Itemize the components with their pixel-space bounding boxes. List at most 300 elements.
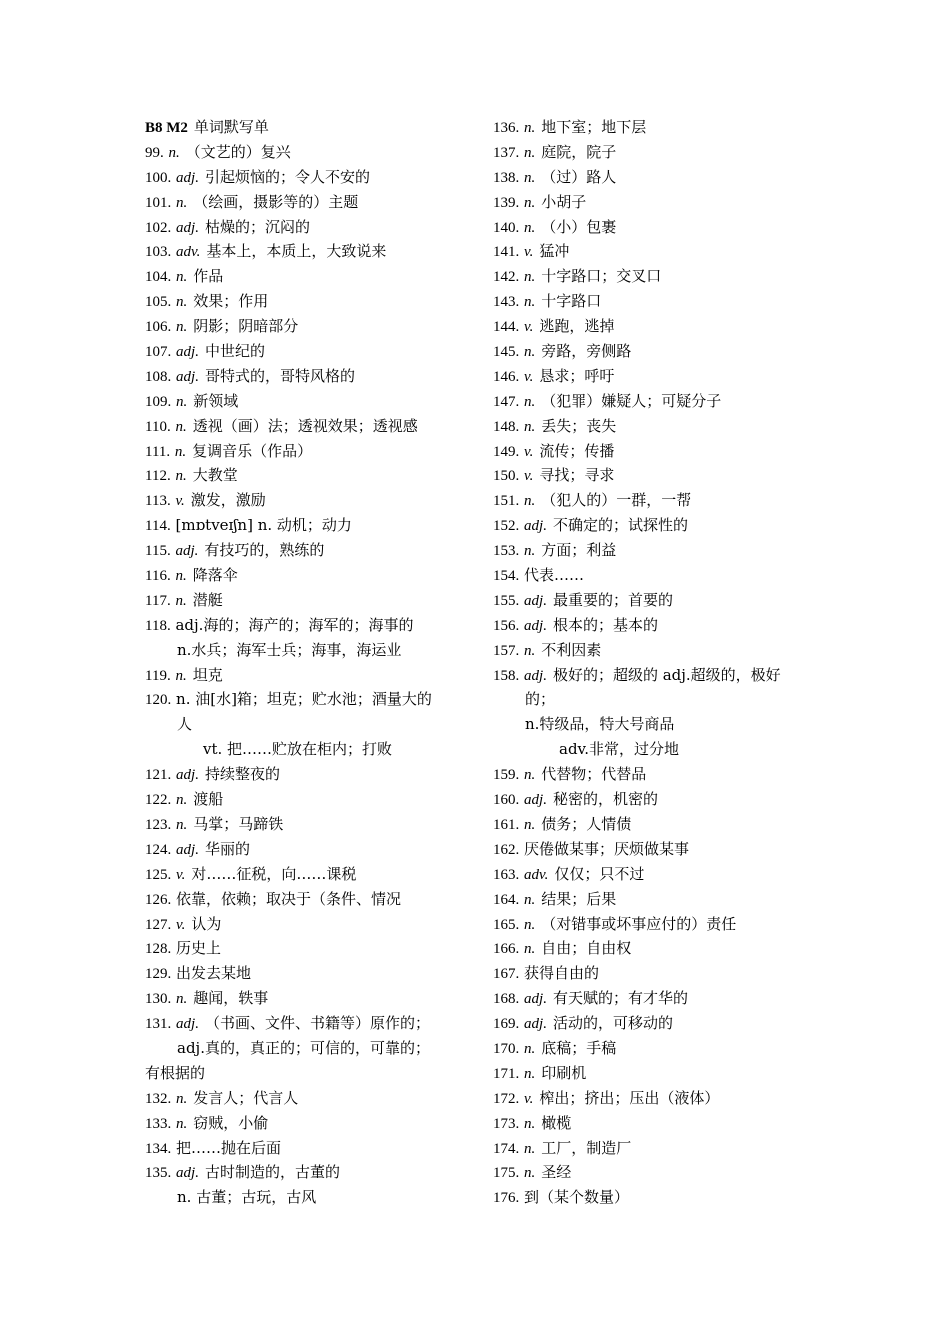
vocab-entry: [493, 936, 813, 961]
entry-number: 124.: [145, 841, 172, 858]
entry-meaning: 透视（画）法；透视效果；透视感: [192, 416, 418, 435]
entry-number: 138.: [493, 169, 520, 186]
entry-number: 133.: [145, 1115, 172, 1132]
vocab-entry: [145, 787, 475, 812]
vocab-entry: [493, 264, 813, 289]
vocab-entry: [493, 1160, 813, 1185]
vocab-entry: [493, 165, 813, 190]
part-of-speech: adj.: [524, 518, 547, 535]
vocab-entry: [493, 588, 813, 613]
vocab-entry: [145, 165, 475, 190]
entry-meaning: 仅仅；只不过: [554, 864, 645, 883]
entry-number: 162.: [493, 841, 520, 858]
part-of-speech: v.: [524, 319, 534, 336]
vocab-entry: [493, 1061, 813, 1086]
entry-number: 119.: [145, 667, 171, 684]
vocab-entry: [493, 239, 813, 264]
entry-meaning: （犯人的）一群，一帮: [541, 491, 692, 510]
entry-number: 121.: [145, 767, 172, 784]
vocab-entry: [145, 339, 475, 364]
entry-meaning: 活动的，可移动的: [552, 1014, 673, 1033]
entry-meaning: 自由；自由权: [541, 939, 632, 958]
vocab-entry: [145, 190, 475, 215]
entry-meaning: 根本的；基本的: [552, 615, 658, 634]
entry-number: 99.: [145, 144, 164, 161]
vocab-entry: [145, 239, 475, 264]
entry-meaning: 旁路，旁侧路: [541, 342, 632, 361]
entry-number: 173.: [493, 1115, 520, 1132]
part-of-speech: v.: [176, 916, 186, 933]
entry-number: 149.: [493, 443, 520, 460]
part-of-speech: adj.: [176, 344, 199, 361]
vocab-entry: [145, 663, 475, 688]
vocab-entry-continuation: [493, 737, 813, 762]
entry-number: 108.: [145, 368, 172, 385]
part-of-speech: n.: [524, 891, 536, 908]
entry-meaning: （犯罪）嫌疑人；可疑分子: [541, 391, 722, 410]
vocab-entry: [493, 1036, 813, 1061]
part-of-speech: n.: [176, 991, 188, 1008]
entry-meaning: adj.海的；海产的；海军的；海事的: [175, 615, 414, 634]
part-of-speech: n.: [524, 344, 536, 361]
vocab-entry: [145, 1136, 475, 1161]
vocab-entry: [145, 986, 475, 1011]
vocab-entry: [493, 513, 813, 538]
entry-meaning: 逃跑，逃掉: [539, 317, 615, 336]
vocab-entry: [145, 1011, 475, 1036]
entry-number: 150.: [493, 468, 520, 485]
part-of-speech: n.: [524, 1040, 536, 1057]
entry-meaning: 华丽的: [204, 839, 250, 858]
entry-number: 130.: [145, 991, 172, 1008]
entry-meaning: 印刷机: [541, 1063, 587, 1082]
part-of-speech: v.: [524, 443, 534, 460]
entry-meaning: 复调音乐（作品）: [192, 441, 313, 460]
entry-meaning: （绘画，摄影等的）主题: [193, 192, 359, 211]
vocab-entry: [493, 862, 813, 887]
entry-meaning: （小）包裹: [541, 217, 617, 236]
vocab-entry: [493, 1136, 813, 1161]
entry-meaning: （对错事或坏事应付的）责任: [541, 914, 737, 933]
entry-meaning: 枯燥的；沉闷的: [204, 217, 310, 236]
vocab-entry-continuation: [145, 1036, 475, 1061]
entry-number: 172.: [493, 1090, 520, 1107]
vocab-entry: [145, 364, 475, 389]
entry-number: 104.: [145, 269, 172, 286]
entry-meaning: 有根据的: [145, 1063, 206, 1082]
vocab-entry: [145, 289, 475, 314]
part-of-speech: n.: [524, 294, 536, 311]
entry-number: 164.: [493, 891, 520, 908]
entry-meaning: 秘密的，机密的: [552, 790, 658, 809]
part-of-speech: n.: [176, 294, 188, 311]
entry-number: 161.: [493, 816, 520, 833]
entry-number: 167.: [493, 966, 520, 983]
part-of-speech: n.: [524, 393, 536, 410]
entry-number: 116.: [145, 568, 171, 585]
entry-number: 156.: [493, 617, 520, 634]
part-of-speech: v.: [524, 368, 534, 385]
entry-meaning: 猛冲: [539, 242, 570, 261]
vocab-entry: [145, 912, 475, 937]
part-of-speech: adj.: [176, 1016, 199, 1033]
entry-meaning: 最重要的；首要的: [552, 590, 673, 609]
entry-number: 139.: [493, 194, 520, 211]
entry-meaning: 坦克: [192, 665, 223, 684]
entry-meaning: 庭院，院子: [541, 142, 617, 161]
part-of-speech: n.: [175, 568, 187, 585]
vocab-entry: [493, 986, 813, 1011]
entry-number: 120.: [145, 692, 172, 709]
vocab-entry: [145, 1086, 475, 1111]
vocab-entry: [493, 389, 813, 414]
entry-number: 142.: [493, 269, 520, 286]
vocab-entry: [493, 1185, 813, 1210]
entry-number: 159.: [493, 767, 520, 784]
entry-number: 122.: [145, 792, 172, 809]
entry-meaning: 到（某个数量）: [524, 1188, 630, 1207]
entry-number: 145.: [493, 344, 520, 361]
part-of-speech: n.: [175, 468, 187, 485]
entry-number: 160.: [493, 792, 520, 809]
entry-meaning: 阴影；阴暗部分: [193, 317, 299, 336]
vocab-entry-continuation: [145, 1061, 475, 1086]
part-of-speech: n.: [524, 194, 536, 211]
entry-number: 100.: [145, 169, 172, 186]
part-of-speech: adj.: [176, 841, 199, 858]
vocab-entry: [493, 488, 813, 513]
part-of-speech: n.: [524, 941, 536, 958]
vocab-entry: [493, 663, 813, 688]
vocab-entry: [145, 887, 475, 912]
entry-number: 127.: [145, 916, 172, 933]
part-of-speech: n.: [176, 792, 188, 809]
vocab-entry: [493, 140, 813, 165]
vocab-entry-continuation: [493, 712, 813, 737]
part-of-speech: adj.: [524, 617, 547, 634]
entry-meaning: 中世纪的: [204, 342, 265, 361]
vocab-entry: [493, 439, 813, 464]
entry-meaning: n.水兵；海军士兵；海事，海运业: [177, 640, 402, 659]
entry-meaning: 厌倦做某事；厌烦做某事: [524, 839, 690, 858]
part-of-speech: v.: [524, 1090, 534, 1107]
entry-number: 144.: [493, 319, 520, 336]
part-of-speech: n.: [524, 816, 536, 833]
entry-number: 126.: [145, 891, 172, 908]
part-of-speech: n.: [176, 194, 188, 211]
entry-meaning: 丢失；丧失: [541, 416, 617, 435]
vocab-entry: [145, 936, 475, 961]
vocab-entry: [493, 961, 813, 986]
vocab-entry: [493, 289, 813, 314]
entry-meaning: 把……抛在后面: [176, 1138, 282, 1157]
part-of-speech: n.: [176, 1115, 188, 1132]
entry-meaning: 恳求；呼吁: [539, 366, 615, 385]
part-of-speech: adj.: [524, 592, 547, 609]
entry-number: 123.: [145, 816, 172, 833]
part-of-speech: n.: [524, 219, 536, 236]
entry-meaning: （过）路人: [541, 167, 617, 186]
entry-meaning: 历史上: [176, 939, 222, 958]
entry-meaning: [mɒtveɪʃn] n. 动机；动力: [175, 516, 352, 535]
entry-number: 128.: [145, 941, 172, 958]
vocab-entry: [145, 862, 475, 887]
entry-number: 143.: [493, 294, 520, 311]
entry-meaning: 依靠，依赖；取决于（条件、情况: [176, 889, 402, 908]
entry-meaning: 激发，激励: [190, 491, 266, 510]
entry-meaning: 降落伞: [192, 566, 238, 585]
vocab-entry: [145, 1160, 475, 1185]
entry-number: 135.: [145, 1165, 172, 1182]
entry-meaning: 人: [177, 715, 193, 734]
entry-meaning: 大教堂: [192, 466, 238, 485]
entry-number: 147.: [493, 393, 520, 410]
part-of-speech: adj.: [524, 792, 547, 809]
entry-number: 112.: [145, 468, 171, 485]
part-of-speech: n.: [176, 393, 188, 410]
vocab-entry: [493, 613, 813, 638]
vocab-entry: [493, 912, 813, 937]
entry-meaning: 持续整夜的: [204, 765, 280, 784]
vocab-entry: [145, 762, 475, 787]
vocab-entry: [493, 787, 813, 812]
entry-meaning: 榨出；挤出；压出（液体）: [539, 1088, 720, 1107]
vocab-entry: [145, 140, 475, 165]
vocab-entry: [145, 314, 475, 339]
vocab-entry: [493, 1111, 813, 1136]
vocab-entry: [145, 389, 475, 414]
vocab-entry: [493, 887, 813, 912]
entry-meaning: 作品: [193, 267, 224, 286]
part-of-speech: n.: [176, 269, 188, 286]
vocab-entry: [145, 463, 475, 488]
entry-number: 129.: [145, 966, 172, 983]
part-of-speech: adv.: [524, 866, 549, 883]
vocab-entry: [145, 588, 475, 613]
entry-meaning: （书画、文件、书籍等）原作的；: [204, 1014, 430, 1033]
entry-meaning: 橄榄: [541, 1113, 572, 1132]
vocab-entry: [145, 961, 475, 986]
entry-number: 176.: [493, 1190, 520, 1207]
entry-number: 153.: [493, 543, 520, 560]
entry-number: 134.: [145, 1140, 172, 1157]
entry-number: 118.: [145, 617, 171, 634]
entry-meaning: 哥特式的，哥特风格的: [204, 366, 355, 385]
entry-number: 155.: [493, 592, 520, 609]
part-of-speech: n.: [524, 642, 536, 659]
page-title: [145, 115, 475, 140]
entry-meaning: 不利因素: [541, 640, 602, 659]
entry-number: 171.: [493, 1065, 520, 1082]
vocab-entry: [145, 439, 475, 464]
right-column: [493, 115, 813, 1210]
part-of-speech: n.: [524, 269, 536, 286]
entry-meaning: 结果；后果: [541, 889, 617, 908]
entry-meaning: 小胡子: [541, 192, 587, 211]
entry-meaning: vt. 把……贮放在柜内；打败: [203, 740, 393, 759]
entry-meaning: 流传；传播: [539, 441, 615, 460]
entry-number: 151.: [493, 493, 520, 510]
entry-number: 115.: [145, 543, 171, 560]
entry-number: 163.: [493, 866, 520, 883]
entry-number: 166.: [493, 941, 520, 958]
part-of-speech: adv.: [176, 244, 201, 261]
entry-meaning: 古时制造的，古董的: [204, 1163, 340, 1182]
part-of-speech: adj.: [524, 1016, 547, 1033]
vocab-entry: [493, 563, 813, 588]
entry-number: 175.: [493, 1165, 520, 1182]
entry-meaning: 引起烦恼的；令人不安的: [204, 167, 370, 186]
vocab-entry: [145, 1111, 475, 1136]
vocab-entry: [145, 563, 475, 588]
part-of-speech: n.: [174, 443, 187, 460]
part-of-speech: n.: [524, 418, 536, 435]
vocab-entry: [145, 215, 475, 240]
entry-meaning: 趣闻，轶事: [193, 989, 269, 1008]
vocab-entry-continuation: [145, 737, 475, 762]
vocab-entry: [493, 538, 813, 563]
entry-number: 102.: [145, 219, 172, 236]
entry-meaning: 不确定的；试探性的: [552, 516, 688, 535]
part-of-speech: n.: [524, 144, 536, 161]
entry-number: 174.: [493, 1140, 520, 1157]
part-of-speech: v.: [175, 493, 185, 510]
entry-meaning: 圣经: [541, 1163, 572, 1182]
part-of-speech: n.: [524, 767, 536, 784]
entry-number: 154.: [493, 568, 520, 585]
entry-number: 101.: [145, 194, 172, 211]
part-of-speech: n.: [524, 1115, 536, 1132]
vocab-entry: [493, 190, 813, 215]
vocab-entry: [493, 762, 813, 787]
entry-meaning: 有天赋的；有才华的: [552, 989, 688, 1008]
title-code: B8 M2: [145, 120, 188, 136]
entry-number: 113.: [145, 493, 171, 510]
vocab-entry: [145, 488, 475, 513]
entry-number: 158.: [493, 667, 520, 684]
entry-number: 103.: [145, 244, 172, 261]
entry-meaning: 工厂，制造厂: [541, 1138, 632, 1157]
part-of-speech: adj.: [176, 219, 199, 236]
part-of-speech: adj.: [176, 1165, 199, 1182]
part-of-speech: adj.: [176, 368, 199, 385]
vocab-entry: [145, 613, 475, 638]
entry-meaning: 代替物；代替品: [541, 765, 647, 784]
entry-number: 169.: [493, 1016, 520, 1033]
vocab-entry: [145, 812, 475, 837]
entry-number: 125.: [145, 866, 172, 883]
vocab-entry: [145, 513, 475, 538]
part-of-speech: n.: [524, 916, 536, 933]
entry-meaning: n. 油[水]箱；坦克；贮水池；酒量大的: [176, 690, 432, 709]
part-of-speech: v.: [176, 866, 186, 883]
vocab-entry: [493, 339, 813, 364]
part-of-speech: v.: [524, 244, 534, 261]
vocab-entry: [493, 314, 813, 339]
vocab-entry: [145, 538, 475, 563]
part-of-speech: n.: [168, 144, 180, 161]
entry-meaning: 底稿；手稿: [541, 1038, 617, 1057]
entry-meaning: 发言人；代言人: [193, 1088, 299, 1107]
entry-number: 114.: [145, 518, 171, 535]
vocab-entry-continuation: [493, 687, 813, 712]
vocab-entry: [493, 115, 813, 140]
entry-number: 107.: [145, 344, 172, 361]
part-of-speech: n.: [524, 1065, 536, 1082]
entry-number: 146.: [493, 368, 520, 385]
part-of-speech: n.: [175, 418, 187, 435]
left-column: [145, 115, 475, 1210]
entry-meaning: 债务；人情债: [541, 814, 632, 833]
vocab-entry: [145, 687, 475, 712]
entry-meaning: 十字路口: [541, 292, 602, 311]
entry-number: 131.: [145, 1016, 172, 1033]
entry-meaning: 基本上，本质上，大致说来: [206, 242, 387, 261]
part-of-speech: adj.: [524, 667, 547, 684]
entry-meaning: adv.非常，过分地: [559, 740, 680, 759]
part-of-speech: n.: [176, 1090, 188, 1107]
entry-number: 157.: [493, 642, 520, 659]
part-of-speech: n.: [176, 816, 188, 833]
entry-number: 152.: [493, 518, 520, 535]
vocab-entry: [493, 812, 813, 837]
part-of-speech: n.: [175, 667, 187, 684]
entry-number: 117.: [145, 592, 171, 609]
part-of-speech: n.: [176, 319, 188, 336]
vocab-entry: [493, 638, 813, 663]
vocab-entry: [493, 414, 813, 439]
entry-number: 105.: [145, 294, 172, 311]
part-of-speech: v.: [524, 468, 534, 485]
part-of-speech: n.: [524, 543, 536, 560]
entry-number: 168.: [493, 991, 520, 1008]
entry-meaning: 对……征税，向……课税: [191, 864, 357, 883]
part-of-speech: n.: [175, 592, 187, 609]
vocab-entry-continuation: [145, 712, 475, 737]
entry-number: 141.: [493, 244, 520, 261]
part-of-speech: adj.: [176, 767, 199, 784]
entry-meaning: 认为: [191, 914, 222, 933]
vocab-entry: [145, 414, 475, 439]
part-of-speech: n.: [524, 1140, 536, 1157]
entry-number: 140.: [493, 219, 520, 236]
vocab-entry: [493, 837, 813, 862]
entry-number: 110.: [145, 418, 171, 435]
entry-number: 165.: [493, 916, 520, 933]
entry-meaning: adj.真的，真正的；可信的，可靠的；: [177, 1038, 430, 1057]
entry-number: 111.: [145, 443, 171, 460]
entry-number: 148.: [493, 418, 520, 435]
vocab-entry: [493, 463, 813, 488]
vocab-entry: [145, 264, 475, 289]
part-of-speech: n.: [524, 120, 536, 136]
entry-number: 136.: [493, 120, 520, 136]
entry-meaning: n. 古董；古玩，古风: [177, 1188, 317, 1207]
vocab-entry: [493, 364, 813, 389]
entry-number: 109.: [145, 393, 172, 410]
entry-number: 106.: [145, 319, 172, 336]
part-of-speech: adj.: [175, 543, 199, 560]
entry-meaning: 窃贼，小偷: [193, 1113, 269, 1132]
vocab-entry-continuation: [145, 1185, 475, 1210]
part-of-speech: n.: [524, 493, 536, 510]
entry-meaning: 新领域: [193, 391, 239, 410]
vocab-entry: [493, 1011, 813, 1036]
title-text: 单词默写单: [193, 118, 269, 136]
vocab-entry: [145, 837, 475, 862]
vocab-entry: [493, 1086, 813, 1111]
entry-meaning: 寻找；寻求: [539, 466, 615, 485]
